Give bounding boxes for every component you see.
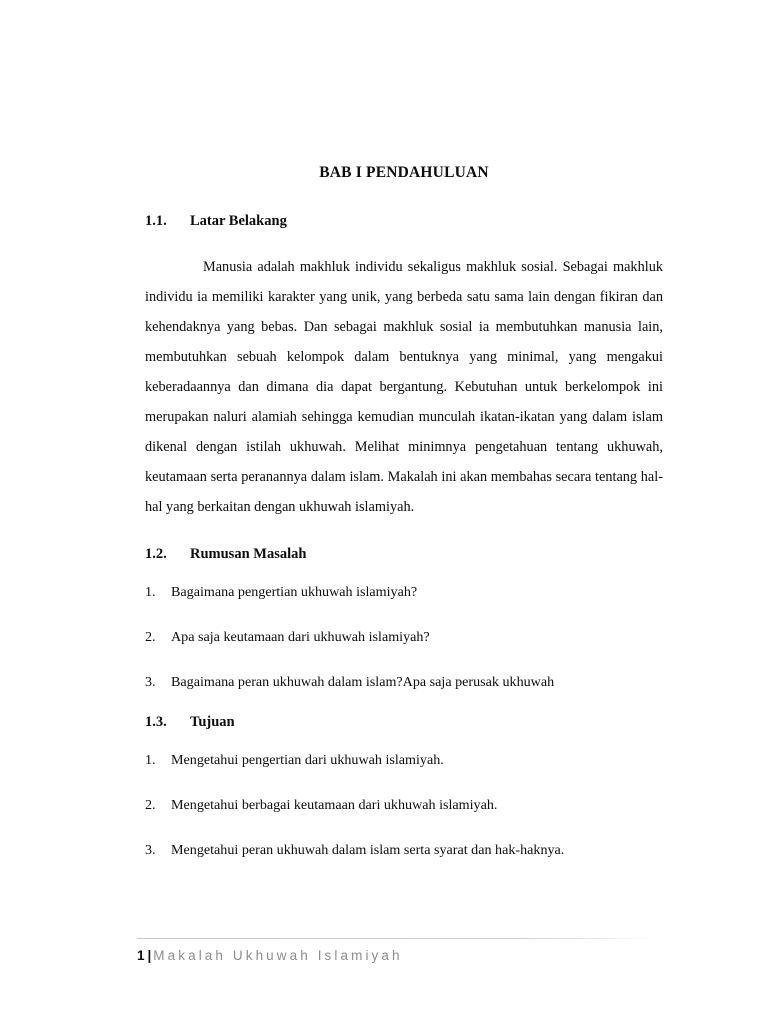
list-item-text: Bagaimana peran ukhuwah dalam islam?Apa saja perusak ukhuwah	[171, 674, 555, 690]
footer-page-number: 1	[137, 948, 145, 963]
list-marker: 1.	[145, 752, 156, 768]
list-item-text: Bagaimana pengertian ukhuwah islamiyah?	[171, 584, 418, 600]
section-label: Rumusan Masalah	[190, 546, 307, 562]
section-heading-rumusan-masalah	[145, 546, 663, 563]
footer-text	[137, 948, 662, 963]
page-title: BAB I PENDAHULUAN	[319, 164, 489, 181]
list-item-text: Mengetahui pengertian dari ukhuwah islamiyah.	[171, 752, 444, 768]
rumusan-masalah-list	[145, 581, 663, 693]
list-spacer	[145, 603, 663, 626]
section-label: Tujuan	[190, 714, 235, 730]
list-item	[145, 581, 663, 603]
list-item-text: Apa saja keutamaan dari ukhuwah islamiyah?	[171, 629, 430, 645]
list-item	[145, 839, 663, 861]
page-content	[145, 0, 663, 861]
list-marker: 2.	[145, 629, 156, 645]
list-spacer	[145, 816, 663, 839]
list-item	[145, 671, 663, 693]
list-item	[145, 794, 663, 816]
list-item-text: Mengetahui peran ukhuwah dalam islam serta syarat dan hak-haknya.	[171, 842, 565, 858]
footer-document-title: Makalah Ukhuwah Islamiyah	[153, 948, 403, 963]
section-number: 1.1.	[145, 213, 167, 229]
list-spacer	[145, 771, 663, 794]
page-footer	[137, 938, 662, 963]
tujuan-list	[145, 749, 663, 861]
section-number: 1.3.	[145, 714, 167, 730]
section-label: Latar Belakang	[190, 213, 287, 229]
list-item	[145, 626, 663, 648]
list-spacer	[145, 648, 663, 671]
list-item	[145, 749, 663, 771]
list-marker: 1.	[145, 584, 156, 600]
section-number: 1.2.	[145, 546, 167, 562]
footer-separator: |	[147, 948, 152, 963]
list-marker: 2.	[145, 797, 156, 813]
footer-divider	[137, 938, 662, 939]
section-heading-latar-belakang	[145, 213, 663, 230]
list-marker: 3.	[145, 674, 156, 690]
list-item-text: Mengetahui berbagai keutamaan dari ukhuwah islamiyah.	[171, 797, 498, 813]
section-heading-tujuan	[145, 714, 663, 731]
list-marker: 3.	[145, 842, 156, 858]
latar-belakang-paragraph: Manusia adalah makhluk individu sekaligus makhluk sosial. Sebagai makhluk individu ia memiliki karakter yang unik, yang berbeda satu sama lain dengan fikiran dan kehendaknya yang bebas. Dan sebagai makhluk sosial ia membutuhkan manusia lain, membutuhkan sebuah kelompok dalam bentuknya yang minimal, yang mengakui keberadaannya dan dimana dia dapat bergantung. Kebutuhan untuk berkelompok ini merupakan naluri alamiah sehingga kemudian munculah ikatan-ikatan yang dalam islam dikenal dengan istilah ukhuwah. Melihat minimnya pengetahuan tentang ukhuwah, keutamaan serta peranannya dalam islam. Makalah ini akan membahas secara tentang hal-hal yang berkaitan dengan ukhuwah islamiyah.	[145, 259, 663, 515]
